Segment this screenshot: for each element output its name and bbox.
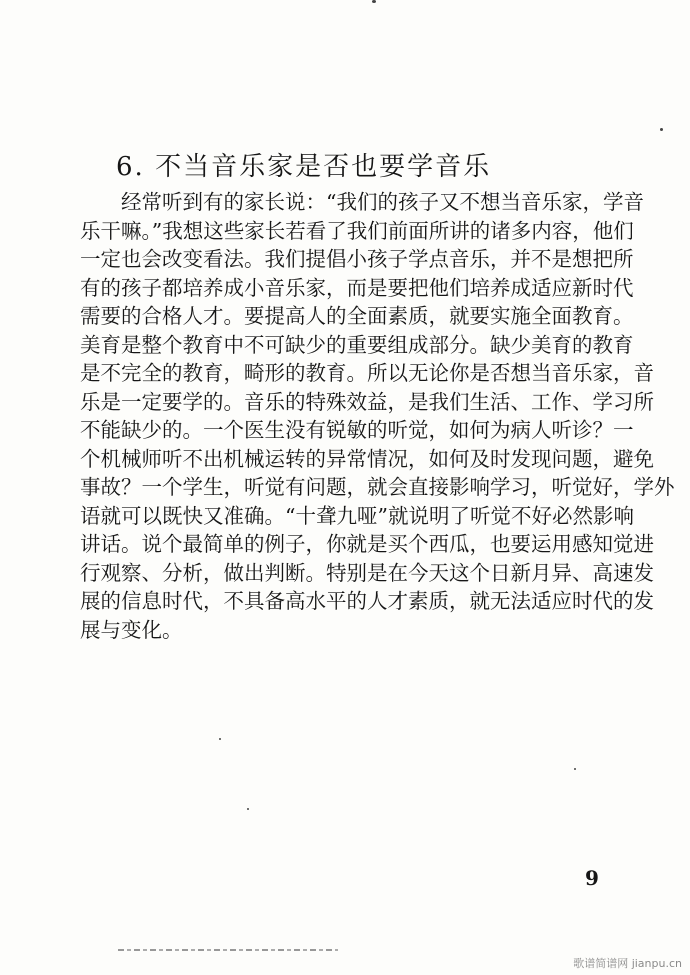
paragraph-line: 乐是一定要学的。音乐的特殊效益，是我们生活、工作、学习所 [80,389,654,414]
scan-speck [660,128,663,131]
paragraph-line: 需要的合格人才。要提高人的全面素质，就要实施全面教育。 [80,304,634,328]
paragraph-line: 讲话。说个最简单的例子，你就是买个西瓜，也要运用感知觉进 [80,532,654,556]
site-watermark: 歌谱简谱网 jianpu.cn [573,957,682,970]
paragraph-line: 事故？一个学生，听觉有问题，就会直接影响学习，听觉好，学外 [80,475,675,499]
paragraph-line: 美育是整个教育中不可缺少的重要组成部分。缺少美育的教育 [80,332,634,357]
paragraph-line: 乐干嘛。”我想这些家长若看了我们前面所讲的诸多内容，他们 [80,218,634,243]
paragraph-line: 经常听到有的家长说：“我们的孩子又不想当音乐家，学音 [121,190,644,214]
scan-speck [247,808,249,810]
body-paragraph [80,188,675,644]
paragraph-line: 展与变化。 [80,617,183,642]
paragraph-line: 一定也会改变看法。我们提倡小孩子学点音乐，并不是想把所 [80,247,634,271]
scan-speck [219,738,221,740]
scan-artifact [118,949,338,951]
section-title: 6. 不当音乐家是否也要学音乐 [116,151,492,182]
scan-speck [574,768,576,770]
scan-speck [372,0,376,3]
paragraph-line: 个机械师听不出机械运转的异常情况，如何及时发现问题，避免 [80,446,654,471]
paragraph-line: 不能缺少的。一个医生没有锐敏的听觉，如何为病人听诊？一 [80,418,634,442]
paragraph-line: 有的孩子都培养成小音乐家，而是要把他们培养成适应新时代 [80,275,634,300]
paragraph-line: 语就可以既快又准确。“十聋九哑”就说明了听觉不好必然影响 [80,503,634,528]
page-number: 9 [585,866,599,890]
paragraph-line: 行观察、分析，做出判断。特别是在今天这个日新月异、高速发 [80,560,654,585]
paragraph-line: 是不完全的教育，畸形的教育。所以无论你是否想当音乐家，音 [80,361,654,385]
paragraph-line: 展的信息时代，不具备高水平的人才素质，就无法适应时代的发 [80,589,654,613]
